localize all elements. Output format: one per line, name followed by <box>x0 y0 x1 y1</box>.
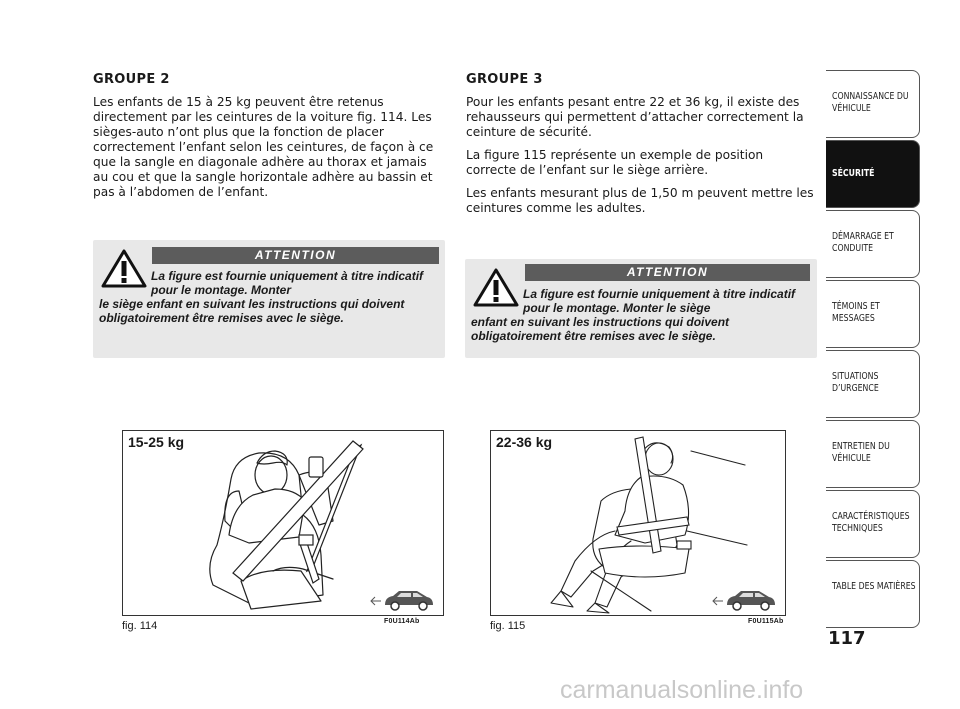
tab-caracteristiques[interactable] <box>826 490 920 558</box>
tab-label: ENTRETIEN DU VÉHICULE <box>832 441 890 464</box>
tab-table-matieres[interactable] <box>826 560 920 628</box>
figure-weight-label: 15-25 kg <box>128 434 185 450</box>
warning-text-line1: La figure est fournie uniquement à titre indicatif pour le montage. Monter le siège <box>523 287 796 315</box>
section-heading: GROUPE 3 <box>466 72 543 87</box>
warning-text <box>471 287 809 343</box>
tab-securite[interactable] <box>826 140 920 208</box>
paragraph: Les enfants mesurant plus de 1,50 m peuvent mettre les ceintures comme les adultes. <box>466 186 814 215</box>
tab-label: TÉMOINS ET MESSAGES <box>832 301 880 324</box>
paragraph: La figure 115 représente un exemple de position correcte de l’enfant sur le siège arrière. <box>466 148 764 177</box>
tab-label: DÉMARRAGE ET CONDUITE <box>832 231 894 254</box>
figure-caption: fig. 114 <box>122 620 158 632</box>
tab-demarrage[interactable] <box>826 210 920 278</box>
warning-box <box>93 240 445 358</box>
tab-entretien[interactable] <box>826 420 920 488</box>
tab-label: TABLE DES MATIÈRES <box>832 581 916 592</box>
right-column <box>466 72 816 224</box>
chapter-tabs <box>826 70 920 630</box>
watermark: carmanualsonline.info <box>560 676 804 704</box>
paragraph: Pour les enfants pesant entre 22 et 36 kg, il existe des rehausseurs qui permettent d’attacher correctement la ceinture de sécurité. <box>466 95 804 139</box>
warning-text-rest: enfant en suivant les instructions qui doivent obligatoirement être remises avec le siège. <box>471 315 730 343</box>
figure-code: F0U114Ab <box>384 618 420 625</box>
tab-label: CONNAISSANCE DU VÉHICULE <box>832 91 909 114</box>
tab-label: SÉCURITÉ <box>832 168 875 179</box>
figure-115 <box>490 430 786 616</box>
warning-header: ATTENTION <box>525 264 810 281</box>
warning-text <box>99 269 437 325</box>
tab-connaissance[interactable] <box>826 70 920 138</box>
left-column <box>93 72 443 208</box>
tab-label: SITUATIONS D’URGENCE <box>832 371 879 394</box>
figure-caption: fig. 115 <box>490 620 526 632</box>
paragraph: Les enfants de 15 à 25 kg peuvent être retenus directement par les ceintures de la voiture fig. 114. Les sièges-auto n’ont plus que la fonction de placer correctement l’enfant selon les ceintures, de façon à ce que la sangle en diagonale adhère au thorax et jamais au cou et que la sangle horizontale adhère au bassin et pas à l’abdomen de l’enfant. <box>93 95 434 199</box>
warning-text-line1: La figure est fournie uniquement à titre indicatif pour le montage. Monter <box>151 269 424 297</box>
warning-header: ATTENTION <box>152 247 439 264</box>
car-icon <box>369 587 439 613</box>
warning-box <box>465 259 817 358</box>
warning-text-rest: le siège enfant en suivant les instructions qui doivent obligatoirement être remises avec le siège. <box>99 297 405 325</box>
figure-114 <box>122 430 444 616</box>
page-number: 117 <box>828 628 866 649</box>
car-icon <box>711 587 781 613</box>
figure-code: F0U115Ab <box>748 618 784 625</box>
tab-temoins[interactable] <box>826 280 920 348</box>
tab-label: CARACTÉRISTIQUES TECHNIQUES <box>832 511 910 534</box>
tab-situations[interactable] <box>826 350 920 418</box>
figure-weight-label: 22-36 kg <box>496 434 553 450</box>
section-heading: GROUPE 2 <box>93 72 170 87</box>
